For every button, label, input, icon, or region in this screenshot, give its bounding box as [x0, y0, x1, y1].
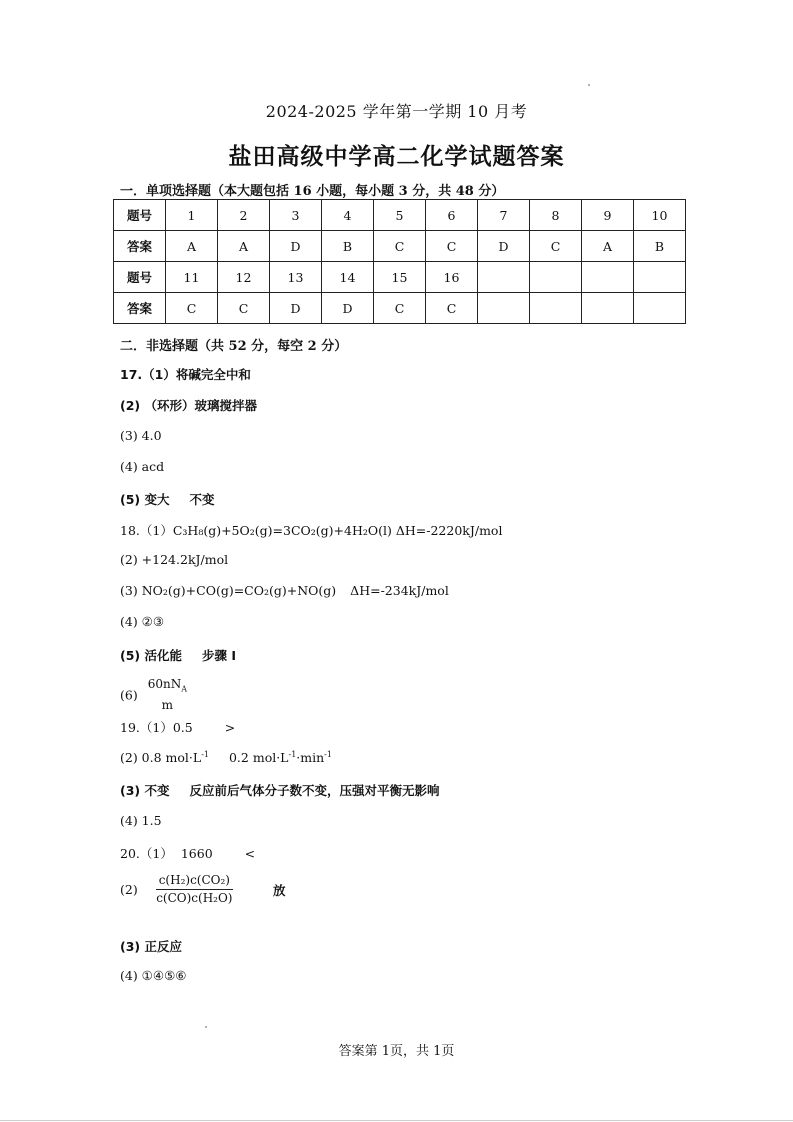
fraction-denominator: m — [161, 698, 174, 713]
table-cell: 4 — [322, 200, 374, 231]
answer-text: 步骤 I — [201, 648, 236, 663]
answer-18-2 — [120, 552, 228, 567]
answer-text: < — [244, 846, 256, 861]
table-cell — [530, 293, 582, 324]
enthalpy-change: ΔH=-234kJ/mol — [350, 583, 449, 598]
table-cell: C — [374, 231, 426, 262]
answer-text: (4) ②③ — [120, 614, 165, 629]
table-cell: C — [530, 231, 582, 262]
table-cell — [530, 262, 582, 293]
answer-text: (5) 变大 — [120, 492, 170, 507]
superscript: -1 — [324, 750, 332, 759]
answer-18-4 — [120, 614, 164, 629]
scan-dot — [205, 1026, 207, 1028]
superscript: -1 — [201, 750, 209, 759]
fraction-expression — [148, 676, 187, 714]
table-cell: C — [426, 293, 478, 324]
exam-subtitle: 2024-2025 学年第一学期 10 月考 — [265, 102, 528, 121]
thermochemical-equation: C₃H₈(g)+5O₂(g)=3CO₂(g)+4H₂O(l) ΔH=-2220kJ/mol — [172, 523, 503, 538]
table-cell — [634, 293, 686, 324]
answer-18-6 — [120, 676, 187, 714]
thermochemical-equation: NO₂(g)+CO(g)=CO₂(g)+NO(g) — [141, 583, 337, 598]
answer-text: 17.（1）将碱完全中和 — [120, 367, 251, 382]
answer-text: 不变 — [189, 492, 215, 507]
table-cell: C — [374, 293, 426, 324]
table-cell: A — [218, 231, 270, 262]
answer-text: 放 — [272, 882, 286, 898]
answer-17-1 — [120, 365, 251, 383]
table-cell: C — [426, 231, 478, 262]
answer-18-5 — [120, 646, 236, 664]
row-label: 答案 — [114, 293, 166, 324]
fraction-numerator: 60nN — [147, 677, 182, 691]
answer-20-2 — [120, 872, 285, 907]
answer-17-4 — [120, 459, 164, 474]
answer-text: (4) 1.5 — [120, 813, 162, 828]
table-cell: 13 — [270, 262, 322, 293]
answer-text: (3) 4.0 — [120, 428, 162, 443]
table-cell: D — [322, 293, 374, 324]
answer-text: (3) 正反应 — [120, 939, 182, 954]
answer-text: (2) +124.2kJ/mol — [120, 552, 229, 567]
table-cell: 7 — [478, 200, 530, 231]
answer-19-4 — [120, 813, 162, 828]
table-cell: B — [634, 231, 686, 262]
page-edge — [0, 1120, 793, 1121]
page-footer: 答案第 1页，共 1页 — [338, 1044, 455, 1059]
section2-heading: 二．非选择题（共 52 分，每空 2 分） — [120, 339, 348, 354]
answer-label: (3) — [120, 583, 138, 598]
row-label: 题号 — [114, 262, 166, 293]
answer-table — [113, 199, 686, 324]
answer-18-3 — [120, 583, 449, 598]
row-label: 题号 — [114, 200, 166, 231]
table-cell: 8 — [530, 200, 582, 231]
table-cell — [478, 262, 530, 293]
table-cell: D — [478, 231, 530, 262]
table-cell: 5 — [374, 200, 426, 231]
answer-text: (2) （环形）玻璃搅拌器 — [120, 398, 257, 413]
table-row — [114, 293, 686, 324]
section1-heading: 一．单项选择题（本大题包括 16 小题，每小题 3 分，共 48 分） — [120, 184, 505, 199]
fraction-denominator: c(CO)c(H₂O) — [156, 891, 233, 905]
table-cell: 3 — [270, 200, 322, 231]
answer-19-2 — [120, 750, 332, 765]
scan-dot — [588, 84, 590, 86]
table-cell: 11 — [166, 262, 218, 293]
answer-text: 0.2 mol·L — [228, 750, 289, 766]
table-cell: 10 — [634, 200, 686, 231]
answer-text: (4) acd — [120, 459, 165, 474]
table-cell — [478, 293, 530, 324]
answer-text: 反应前后气体分子数不变，压强对平衡无影响 — [189, 783, 440, 798]
answer-17-5 — [120, 490, 215, 508]
answer-label: (6) — [120, 687, 138, 703]
answer-18-1 — [120, 521, 502, 539]
table-cell: 1 — [166, 200, 218, 231]
answer-text: 1660 — [180, 846, 213, 861]
answer-text: 19.（1）0.5 — [120, 720, 193, 735]
table-cell: 16 — [426, 262, 478, 293]
table-cell: D — [270, 231, 322, 262]
table-cell: 12 — [218, 262, 270, 293]
table-cell: C — [218, 293, 270, 324]
answer-17-2 — [120, 396, 257, 414]
answer-text: ·min — [296, 750, 325, 766]
fraction-numerator: c(H₂)c(CO₂) — [156, 872, 233, 890]
table-cell: 15 — [374, 262, 426, 293]
table-cell: B — [322, 231, 374, 262]
table-cell: 9 — [582, 200, 634, 231]
equilibrium-constant-expression — [156, 872, 233, 907]
page-title: 盐田高级中学高二化学试题答案 — [228, 143, 565, 170]
answer-20-1 — [120, 844, 255, 862]
row-label: 答案 — [114, 231, 166, 262]
table-cell — [582, 262, 634, 293]
table-row — [114, 231, 686, 262]
answer-text: (5) 活化能 — [120, 648, 182, 663]
table-row — [114, 200, 686, 231]
table-cell: 14 — [322, 262, 374, 293]
answer-label: 18.（1） — [120, 523, 173, 538]
answer-19-3 — [120, 781, 440, 799]
table-cell: A — [166, 231, 218, 262]
table-cell — [582, 293, 634, 324]
answer-text: (4) ①④⑤⑥ — [120, 968, 187, 983]
answer-19-1 — [120, 718, 235, 736]
table-row — [114, 262, 686, 293]
table-cell: 2 — [218, 200, 270, 231]
subscript: A — [181, 684, 187, 694]
table-cell: D — [270, 293, 322, 324]
table-cell: 6 — [426, 200, 478, 231]
table-cell: C — [166, 293, 218, 324]
answer-17-3 — [120, 428, 162, 443]
answer-text: (2) 0.8 mol·L — [120, 750, 202, 766]
answer-20-4 — [120, 968, 187, 983]
answer-20-3 — [120, 937, 182, 955]
answer-label: (2) — [120, 882, 138, 897]
table-cell: A — [582, 231, 634, 262]
answer-text: (3) 不变 — [120, 783, 170, 798]
table-cell — [634, 262, 686, 293]
answer-text: > — [224, 720, 236, 735]
answer-label: 20.（1） — [120, 846, 173, 861]
superscript: -1 — [288, 750, 297, 759]
